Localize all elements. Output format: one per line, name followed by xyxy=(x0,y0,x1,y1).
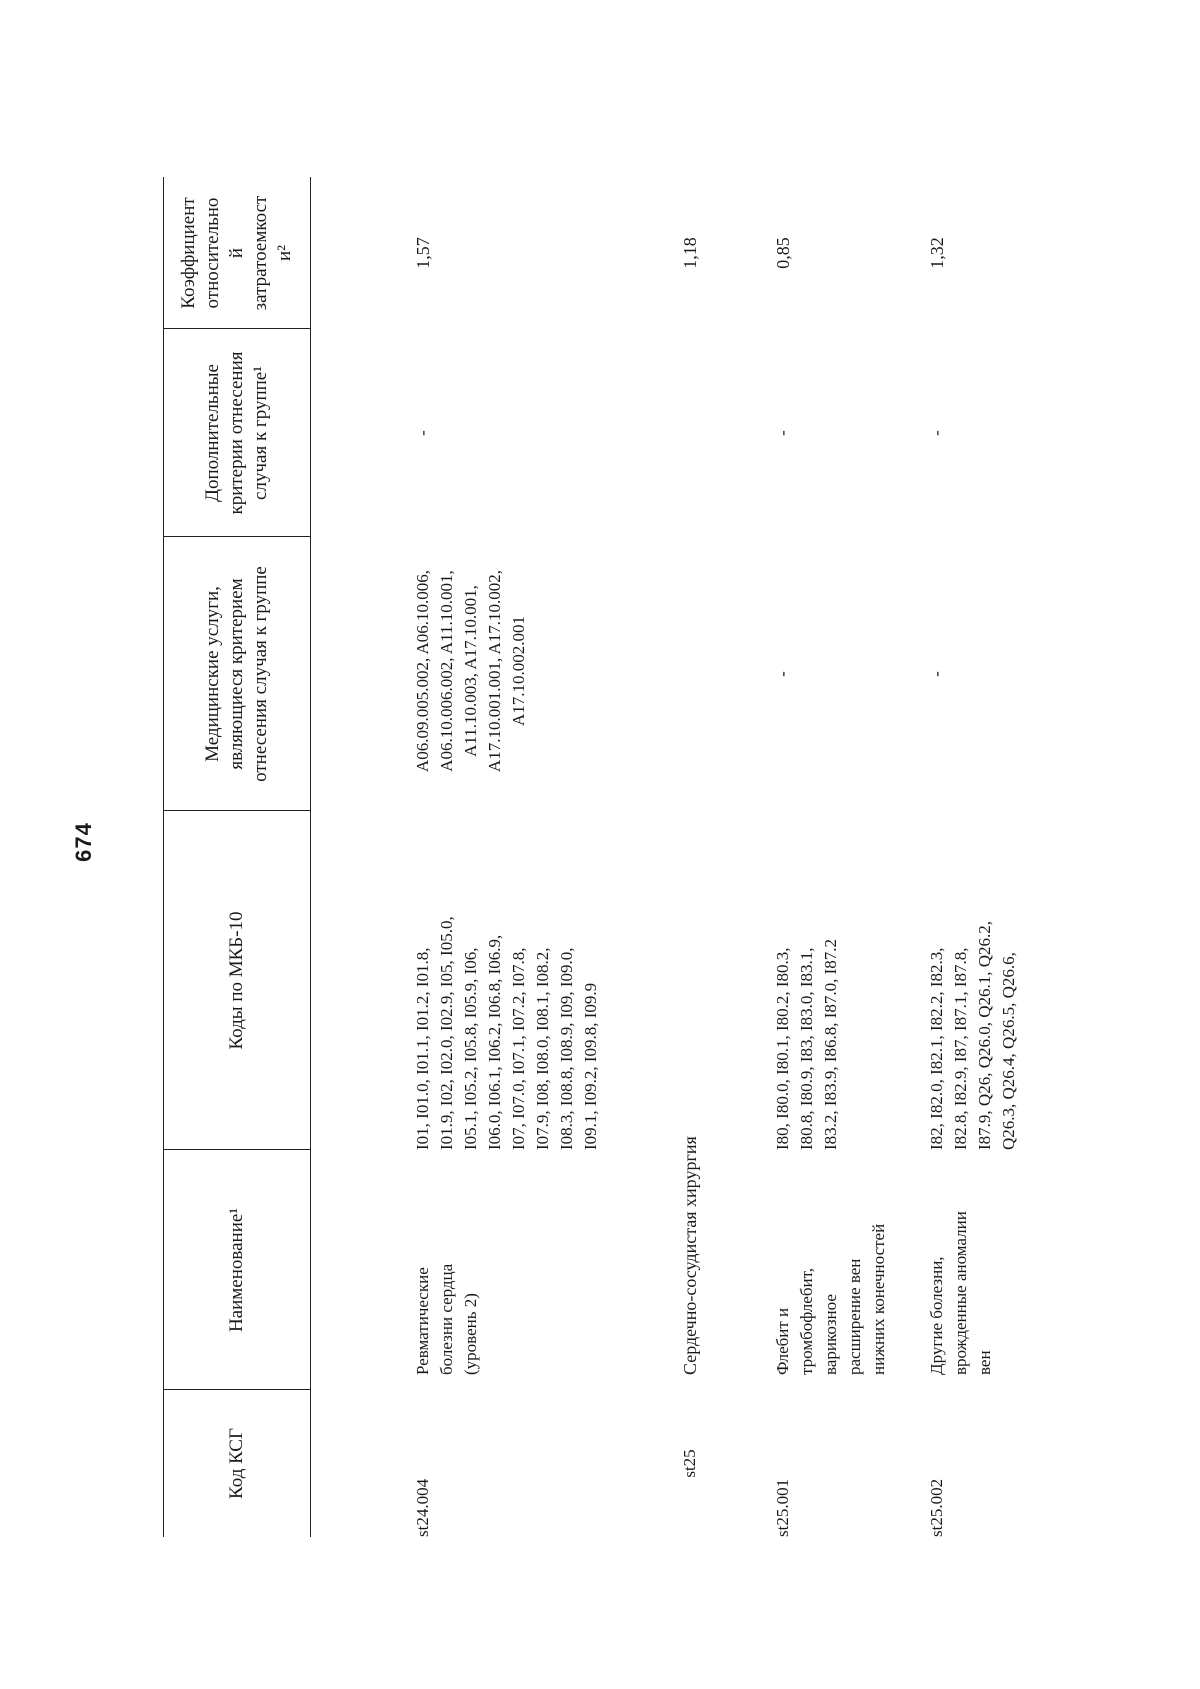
row-st25001-name: Флебит и тромбофлебит, варикозное расширение вен нижних конечностей xyxy=(773,1223,888,1375)
row-st25001-criteria: - xyxy=(773,430,792,436)
row-st25001-code: st25.001 xyxy=(773,1478,792,1537)
row-st25002-criteria: - xyxy=(927,430,946,436)
row-st25002-icd: I82, I82.0, I82.1, I82.2, I82.3, I82.8, I82.9, I87, I87.1, I87.8, I87.9, Q26, Q26.0, Q26.1, Q26.2, Q26.3, Q26.4, Q26.5, Q26.6, xyxy=(927,920,1018,1150)
row-st24004-icd: I01, I01.0, I01.1, I01.2, I01.8, I01.9, I02, I02.0, I02.9, I05, I05.0, I05.1, I05.2, I05.8, I05.9, I06, I06.0, I06.1, I06.2, I06.8, I06.9, I07, I07.0, I07.1, I07.2, I07.8, I07.9, I08, I08.0, I08.1, I08.2, I08.3, I08.8, I08.9, I09, I09.0, I09.1, I09.2, I09.8, I09.9 xyxy=(413,916,600,1150)
row-st25002-services: - xyxy=(927,671,946,677)
page-number: 674 xyxy=(70,822,96,862)
row-st24004-name: Ревматические болезни сердца (уровень 2) xyxy=(413,1263,480,1375)
row-st24004-coef: 1,57 xyxy=(413,237,433,269)
row-st25002-name: Другие болезни, врожденные аномалии вен xyxy=(927,1211,994,1375)
row-st24004-code: st24.004 xyxy=(413,1478,432,1537)
row-st25002-coef: 1,32 xyxy=(927,237,947,269)
row-st25-coef: 1,18 xyxy=(680,237,700,269)
header-icd: Коды по МКБ-10 xyxy=(225,911,247,1050)
header-services: Медицинские услуги, являющиеся критерием отнесения случая к группе xyxy=(201,566,271,782)
row-st25-code: st25 xyxy=(680,1449,699,1478)
row-st25001-services: - xyxy=(773,671,792,677)
row-st25002-code: st25.002 xyxy=(927,1478,946,1537)
header-name: Наименование¹ xyxy=(225,1207,247,1333)
row-st24004-services: A06.09.005.002, A06.10.006, A06.10.006.002, A11.10.001, A11.10.003, A17.10.001, A17.10.001.001, A17.10.002, A17.10.002.001 xyxy=(413,569,528,773)
row-st25001-coef: 0,85 xyxy=(773,237,793,269)
header-criteria: Дополнительные критерии отнесения случая к группе¹ xyxy=(201,351,271,515)
row-st25001-icd: I80, I80.0, I80.1, I80.2, I80.3, I80.8, I80.9, I83, I83.0, I83.1, I83.2, I83.9, I86.8, I87.0, I87.2 xyxy=(773,938,840,1150)
rotated-table xyxy=(163,177,1200,1537)
header-code: Код КСГ xyxy=(225,1428,247,1499)
header-coef: Коэффициент относительно й затратоемкост и² xyxy=(177,195,295,311)
row-st25-section: Сердечно-сосудистая хирургия xyxy=(680,1136,700,1375)
row-st24004-criteria: - xyxy=(413,430,432,436)
table-header-rule xyxy=(310,177,311,1537)
